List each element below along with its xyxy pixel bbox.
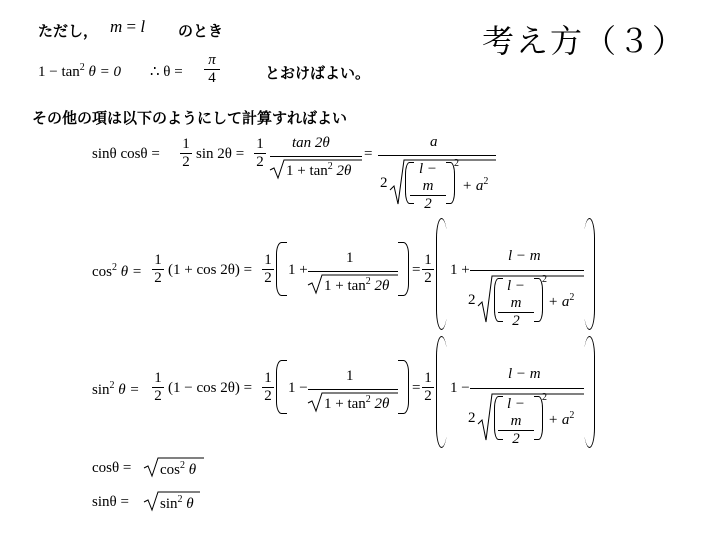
- four: 4: [208, 70, 216, 86]
- sin2-mid: (1 − cos 2θ) =: [168, 380, 253, 396]
- square-exp: 2: [180, 460, 185, 471]
- right-paren: [398, 360, 409, 414]
- square-exp: 2: [177, 494, 183, 505]
- condition-prefix: ただし，: [38, 22, 99, 40]
- square-exp: 2: [327, 161, 333, 172]
- two: 2: [424, 196, 432, 212]
- half-4: [262, 252, 274, 287]
- square-exp: 2: [365, 394, 371, 405]
- root-a: 1 + tan: [324, 278, 366, 294]
- half-num: 1: [182, 136, 190, 152]
- a-numerator: a: [430, 134, 438, 150]
- plus-a: + a: [548, 412, 570, 428]
- plus-a: + a: [462, 178, 484, 194]
- lm: l − m: [506, 396, 526, 429]
- cos-root-lhs: cosθ =: [92, 460, 132, 476]
- theta-eq: θ =: [120, 264, 142, 280]
- half-num: 1: [154, 252, 162, 268]
- two-coeff: 2: [380, 175, 388, 191]
- half-num: 1: [264, 252, 272, 268]
- half-den: 2: [256, 154, 264, 170]
- equals-2: =: [364, 146, 373, 162]
- left-paren: [276, 360, 287, 414]
- big-right-paren: [584, 218, 595, 330]
- one-num: 1: [346, 368, 354, 384]
- half-den: 2: [264, 388, 272, 404]
- half-den: 2: [424, 270, 432, 286]
- sin-root-content: [160, 494, 194, 513]
- sin-text: sin: [160, 496, 178, 512]
- pi-over-4: [204, 52, 220, 87]
- equals-sign: =: [126, 17, 137, 36]
- lm: l − m: [506, 278, 526, 311]
- half-2: [254, 136, 266, 171]
- exp-2: 2: [542, 274, 547, 285]
- one-num: 1: [346, 250, 354, 266]
- theta: θ: [186, 496, 194, 512]
- square-exp: 2: [365, 276, 371, 287]
- half-num: 1: [424, 252, 432, 268]
- sin2-lhs: [92, 380, 140, 399]
- sin-text: sin: [92, 382, 110, 398]
- fraction-bar-big: [470, 388, 584, 389]
- half-num: 1: [264, 370, 272, 386]
- var-m: m: [110, 17, 123, 36]
- square-exp: 2: [112, 262, 117, 273]
- slide-title: 考え方（３）: [482, 22, 687, 60]
- two-coeff: 2: [468, 410, 476, 426]
- exp-2: 2: [542, 392, 547, 403]
- half-num: 1: [256, 136, 264, 152]
- tan-eq-rest: θ = 0: [88, 64, 122, 80]
- tan-equation: [38, 62, 121, 81]
- plus-a2: [548, 410, 574, 429]
- fraction-bar: [308, 271, 398, 272]
- lm-over-2: [498, 278, 534, 330]
- half-5: [422, 252, 434, 287]
- two: 2: [512, 431, 520, 447]
- square-exp: 2: [569, 410, 575, 421]
- half-7: [262, 370, 274, 405]
- half-num: 1: [424, 370, 432, 386]
- sin-root-lhs: sinθ =: [92, 494, 129, 510]
- one-plus-2: 1 +: [450, 262, 470, 278]
- one-minus-2: 1 −: [450, 380, 470, 396]
- sqrt-content: [286, 161, 351, 180]
- root-b: 2θ: [374, 396, 390, 412]
- half-den: 2: [154, 388, 162, 404]
- big-left-paren: [436, 218, 447, 330]
- root-b: 2θ: [374, 278, 390, 294]
- sincos-lhs: sinθ cosθ =: [92, 146, 160, 162]
- lm-numerator: l − m: [508, 366, 541, 382]
- half-3: [152, 252, 164, 287]
- root-a: 1 + tan: [324, 396, 366, 412]
- square-exp: 2: [569, 292, 575, 303]
- lm-over-2: [498, 396, 534, 448]
- equals-4: =: [412, 380, 421, 396]
- pi: π: [208, 52, 216, 68]
- sqrt-content: [324, 276, 389, 295]
- plus-a2: [462, 176, 488, 195]
- sqrt-content: [324, 394, 389, 413]
- therefore-formula: ∴ θ =: [150, 64, 183, 80]
- cos-root-content: [160, 460, 196, 479]
- right-paren: [398, 242, 409, 296]
- theta-eq: θ =: [118, 382, 140, 398]
- one-minus: 1 −: [288, 380, 308, 396]
- plus-a: + a: [548, 294, 570, 310]
- half-den: 2: [154, 270, 162, 286]
- var-l: l: [140, 17, 146, 36]
- big-left-paren: [436, 336, 447, 448]
- tan2-numerator: tan 2θ: [292, 135, 330, 151]
- left-paren: [276, 242, 287, 296]
- half-6: [152, 370, 164, 405]
- fraction-bar: [308, 389, 398, 390]
- condition-suffix: のとき: [178, 22, 224, 40]
- half-den: 2: [182, 154, 190, 170]
- big-right-paren: [584, 336, 595, 448]
- half-num: 1: [154, 370, 162, 386]
- half-1: [180, 136, 192, 171]
- cos-text: cos: [92, 264, 112, 280]
- one-plus: 1 +: [288, 262, 308, 278]
- fraction-bar-a: [378, 155, 496, 156]
- cos-text: cos: [160, 462, 180, 478]
- theta: θ: [188, 462, 197, 478]
- cos2-mid: (1 + cos 2θ) =: [168, 262, 253, 278]
- lm-over-2: [410, 161, 446, 213]
- plus-a2: [548, 292, 574, 311]
- equals-3: =: [412, 262, 421, 278]
- square-exp: 2: [109, 380, 115, 391]
- half-den: 2: [424, 388, 432, 404]
- two-coeff: 2: [468, 292, 476, 308]
- root-b: 2θ: [336, 163, 352, 179]
- lm: l − m: [418, 161, 438, 194]
- two: 2: [512, 313, 520, 329]
- half-den: 2: [264, 270, 272, 286]
- fraction-bar: [270, 156, 362, 157]
- exp-2: 2: [454, 158, 459, 169]
- tan-eq-part: 1 − tan: [38, 64, 80, 80]
- calc-instruction: その他の項は以下のようにして計算すればよい: [32, 109, 348, 127]
- square-exp: 2: [483, 176, 489, 187]
- cos2-lhs: [92, 262, 142, 281]
- sincos-sin2: sin 2θ =: [196, 146, 245, 162]
- fraction-bar-big: [470, 270, 584, 271]
- square-exp: 2: [79, 62, 85, 73]
- root-a: 1 + tan: [286, 163, 328, 179]
- lm-numerator: l − m: [508, 248, 541, 264]
- half-8: [422, 370, 434, 405]
- set-instruction: とおけばよい。: [265, 64, 371, 82]
- condition-formula: [110, 17, 145, 37]
